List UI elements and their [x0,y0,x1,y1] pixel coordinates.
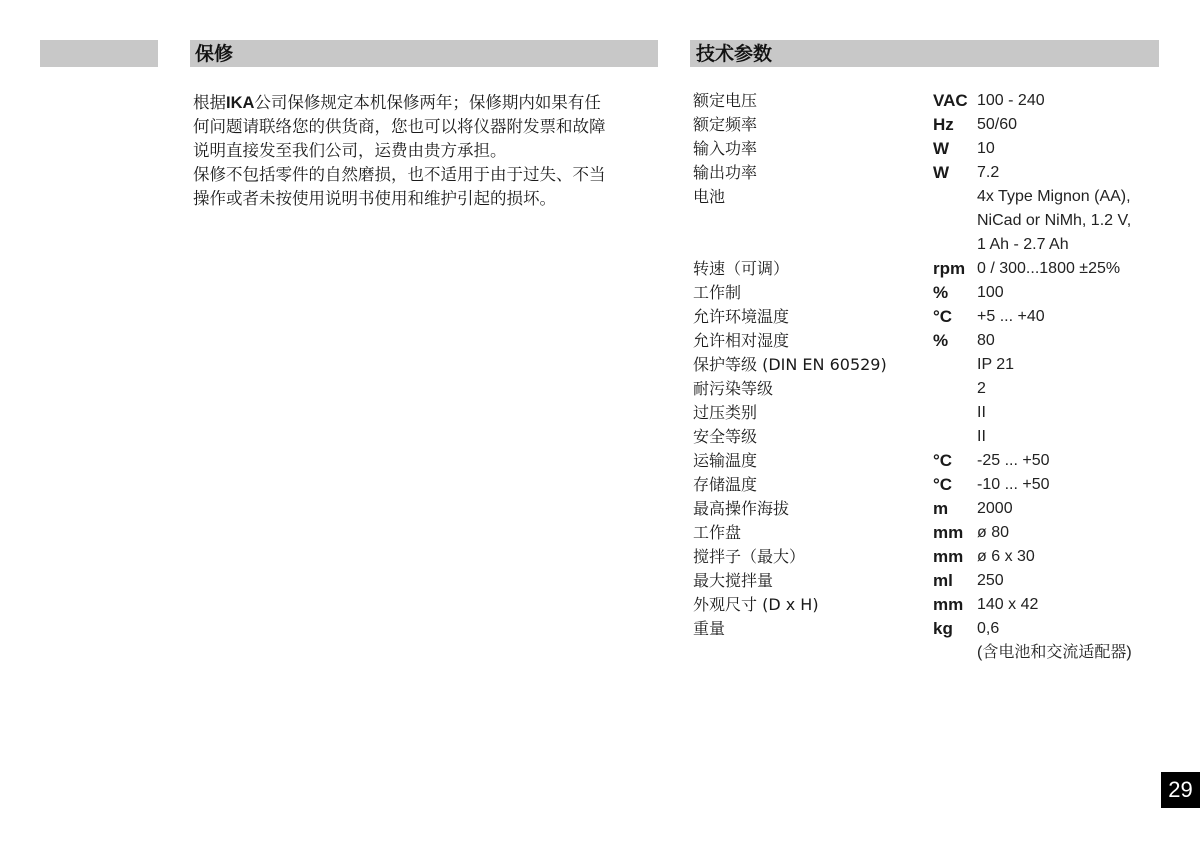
warranty-line: 保修不包括零件的自然磨损，也不适用于由于过失、不当 [193,165,606,184]
spec-label: 输出功率 [693,163,758,182]
spec-label: 转速（可调） [693,259,790,278]
spec-row [693,617,1163,665]
spec-label: 保护等级 (DIN EN 60529) [693,355,887,374]
spec-value [977,497,1163,521]
brand-name: IKA [226,94,255,112]
spec-value [977,89,1163,113]
spec-value [977,545,1163,569]
spec-value-line: 100 - 240 [977,92,1045,109]
spec-value [977,137,1163,161]
spec-row [693,545,1163,569]
warranty-line: 说明直接发至我们公司，运费由贵方承担。 [193,141,507,160]
warranty-line: 何问题请联络您的供货商，您也可以将仪器附发票和故障 [193,117,606,136]
spec-value-line: 1 Ah - 2.7 Ah [977,236,1069,253]
spec-label: 搅拌子（最大） [693,547,806,566]
spec-value [977,161,1163,185]
spec-value-line: -10 ... +50 [977,476,1050,493]
spec-value [977,473,1163,497]
spec-row [693,161,1163,185]
spec-value-line: 80 [977,332,995,349]
warranty-line: 根据IKA公司保修规定本机保修两年；保修期内如果有任 [193,93,601,112]
spec-label: 工作盘 [693,523,742,542]
spec-row [693,89,1163,113]
spec-value [977,425,1163,449]
spec-unit: mm [933,547,964,566]
spec-label: 允许相对湿度 [693,331,790,350]
spec-label: 安全等级 [693,427,758,446]
spec-value [977,305,1163,329]
spec-value [977,401,1163,425]
specs-table [693,89,1163,665]
spec-value [977,521,1163,545]
spec-value-line: II [977,404,986,421]
spec-row [693,473,1163,497]
spec-unit: Hz [933,115,954,134]
spec-value-line: +5 ... +40 [977,308,1045,325]
spec-label: 电池 [693,187,726,206]
spec-label: 额定频率 [693,115,758,134]
spec-label: 输入功率 [693,139,758,158]
header-bar-left [40,40,158,67]
spec-value-line: 140 x 42 [977,596,1039,613]
spec-label: 存储温度 [693,475,758,494]
spec-unit: °C [933,307,953,326]
specs-title: 技术参数 [696,43,773,65]
spec-value [977,377,1163,401]
spec-value-line: II [977,428,986,445]
spec-label: 额定电压 [693,91,758,110]
spec-value-line: 50/60 [977,116,1018,133]
spec-label: 最高操作海拔 [693,499,790,518]
spec-unit: % [933,283,949,302]
spec-row [693,113,1163,137]
spec-row [693,281,1163,305]
spec-unit: °C [933,475,953,494]
spec-value-line: 7.2 [977,164,1000,181]
spec-value-line: IP 21 [977,356,1015,373]
spec-row [693,257,1163,281]
warranty-text [193,91,661,211]
spec-value-line: 100 [977,284,1004,301]
spec-row [693,137,1163,161]
spec-row [693,593,1163,617]
spec-label: 重量 [693,619,726,638]
spec-value-line: ø 6 x 30 [977,548,1035,565]
spec-value-line: (含电池和交流适配器) [977,644,1132,661]
spec-label: 外观尺寸 (D x H) [693,595,819,614]
spec-unit: W [933,139,950,158]
spec-value-line: 0 / 300...1800 ±25% [977,260,1121,277]
spec-unit: % [933,331,949,350]
spec-unit: rpm [933,259,966,278]
spec-unit: mm [933,595,964,614]
spec-label: 最大搅拌量 [693,571,774,590]
spec-row [693,353,1163,377]
spec-value-line: 2 [977,380,986,397]
warranty-title: 保修 [195,43,234,65]
spec-value-line: 10 [977,140,995,157]
spec-row [693,497,1163,521]
spec-row [693,329,1163,353]
spec-value-line: 250 [977,572,1004,589]
spec-label: 过压类别 [693,403,758,422]
spec-value [977,569,1163,593]
spec-value-line: ø 80 [977,524,1010,541]
spec-value-line: 2000 [977,500,1013,517]
spec-row [693,377,1163,401]
spec-value-line: 0,6 [977,620,1000,637]
spec-value [977,281,1163,305]
spec-label: 运输温度 [693,451,758,470]
spec-unit: kg [933,619,953,638]
spec-unit: VAC [933,91,968,110]
spec-row [693,569,1163,593]
spec-row [693,185,1163,257]
spec-value-line: NiCad or NiMh, 1.2 V, [977,212,1132,229]
spec-value [977,113,1163,137]
spec-value [977,353,1163,377]
spec-unit: °C [933,451,953,470]
spec-value-line: 4x Type Mignon (AA), [977,188,1131,205]
spec-unit: m [933,499,949,518]
spec-row [693,449,1163,473]
spec-value-line: -25 ... +50 [977,452,1050,469]
spec-value [977,617,1163,665]
spec-value [977,593,1163,617]
spec-label: 工作制 [693,283,742,302]
warranty-line: 操作或者未按使用说明书使用和维护引起的损坏。 [193,189,556,208]
spec-unit: mm [933,523,964,542]
page-number: 29 [1161,772,1200,808]
header-bar-warranty [190,40,658,67]
spec-value [977,329,1163,353]
spec-value [977,185,1163,257]
spec-row [693,521,1163,545]
spec-unit: W [933,163,950,182]
spec-row [693,425,1163,449]
spec-value [977,449,1163,473]
spec-row [693,401,1163,425]
spec-unit: ml [933,571,953,590]
spec-label: 耐污染等级 [693,379,774,398]
spec-label: 允许环境温度 [693,307,790,326]
spec-row [693,305,1163,329]
spec-value [977,257,1163,281]
